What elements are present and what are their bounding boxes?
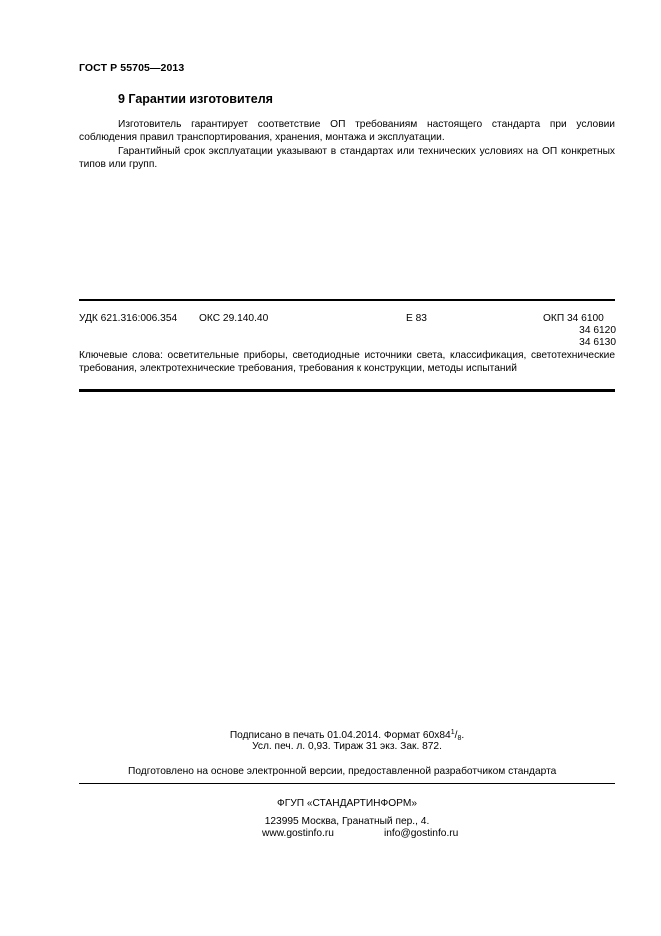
classification-bottom-rule xyxy=(79,389,615,392)
imprint-rule xyxy=(79,783,615,784)
document-header: ГОСТ Р 55705—2013 xyxy=(79,62,185,74)
format-subscript: 8 xyxy=(457,735,462,742)
print-details: Усл. печ. л. 0,93. Тираж 31 экз. Зак. 872. xyxy=(252,741,442,752)
classification-top-rule xyxy=(79,299,615,301)
okp-code-3: 34 6130 xyxy=(579,337,616,348)
oks-code: ОКС 29.140.40 xyxy=(199,313,269,324)
signed-suffix: . xyxy=(461,730,465,741)
okp-code: ОКП 34 6100 xyxy=(543,313,604,324)
format-superscript: 1 xyxy=(450,729,455,736)
okp-code-2: 34 6120 xyxy=(579,325,616,336)
website-link[interactable]: www.gostinfo.ru xyxy=(262,828,334,839)
signed-prefix: Подписано в печать 01.04.2014. Формат 60x84 xyxy=(229,730,451,741)
keywords: Ключевые слова: осветительные приборы, светодиодные источники света, классификация, светотехнические требования, электротехнические требования, требования к конструкции, методы испытаний xyxy=(79,350,615,374)
email-link[interactable]: info@gostinfo.ru xyxy=(384,828,459,839)
publisher-address: 123995 Москва, Гранатный пер., 4. xyxy=(264,816,430,827)
e-code: Е 83 xyxy=(406,313,427,324)
prepared-note: Подготовлено на основе электронной версии, предоставленной разработчиком стандарта xyxy=(128,766,557,777)
format-slash: / xyxy=(454,730,458,741)
publisher-name: ФГУП «СТАНДАРТИНФОРМ» xyxy=(276,798,418,809)
warranty-paragraph-2: Гарантийный срок эксплуатации указывают в стандартах или технических условиях на ОП конкретных типов или групп. xyxy=(79,146,615,170)
warranty-paragraph-1: Изготовитель гарантирует соответствие ОП требованиям настоящего стандарта при условии соблюдения правил транспортирования, хранения, монтажа и эксплуатации. xyxy=(79,119,615,143)
udk-code: УДК 621.316:006.354 xyxy=(79,313,178,324)
okp-extra-codes xyxy=(574,313,616,349)
section-title: 9 Гарантии изготовителя xyxy=(118,92,273,106)
